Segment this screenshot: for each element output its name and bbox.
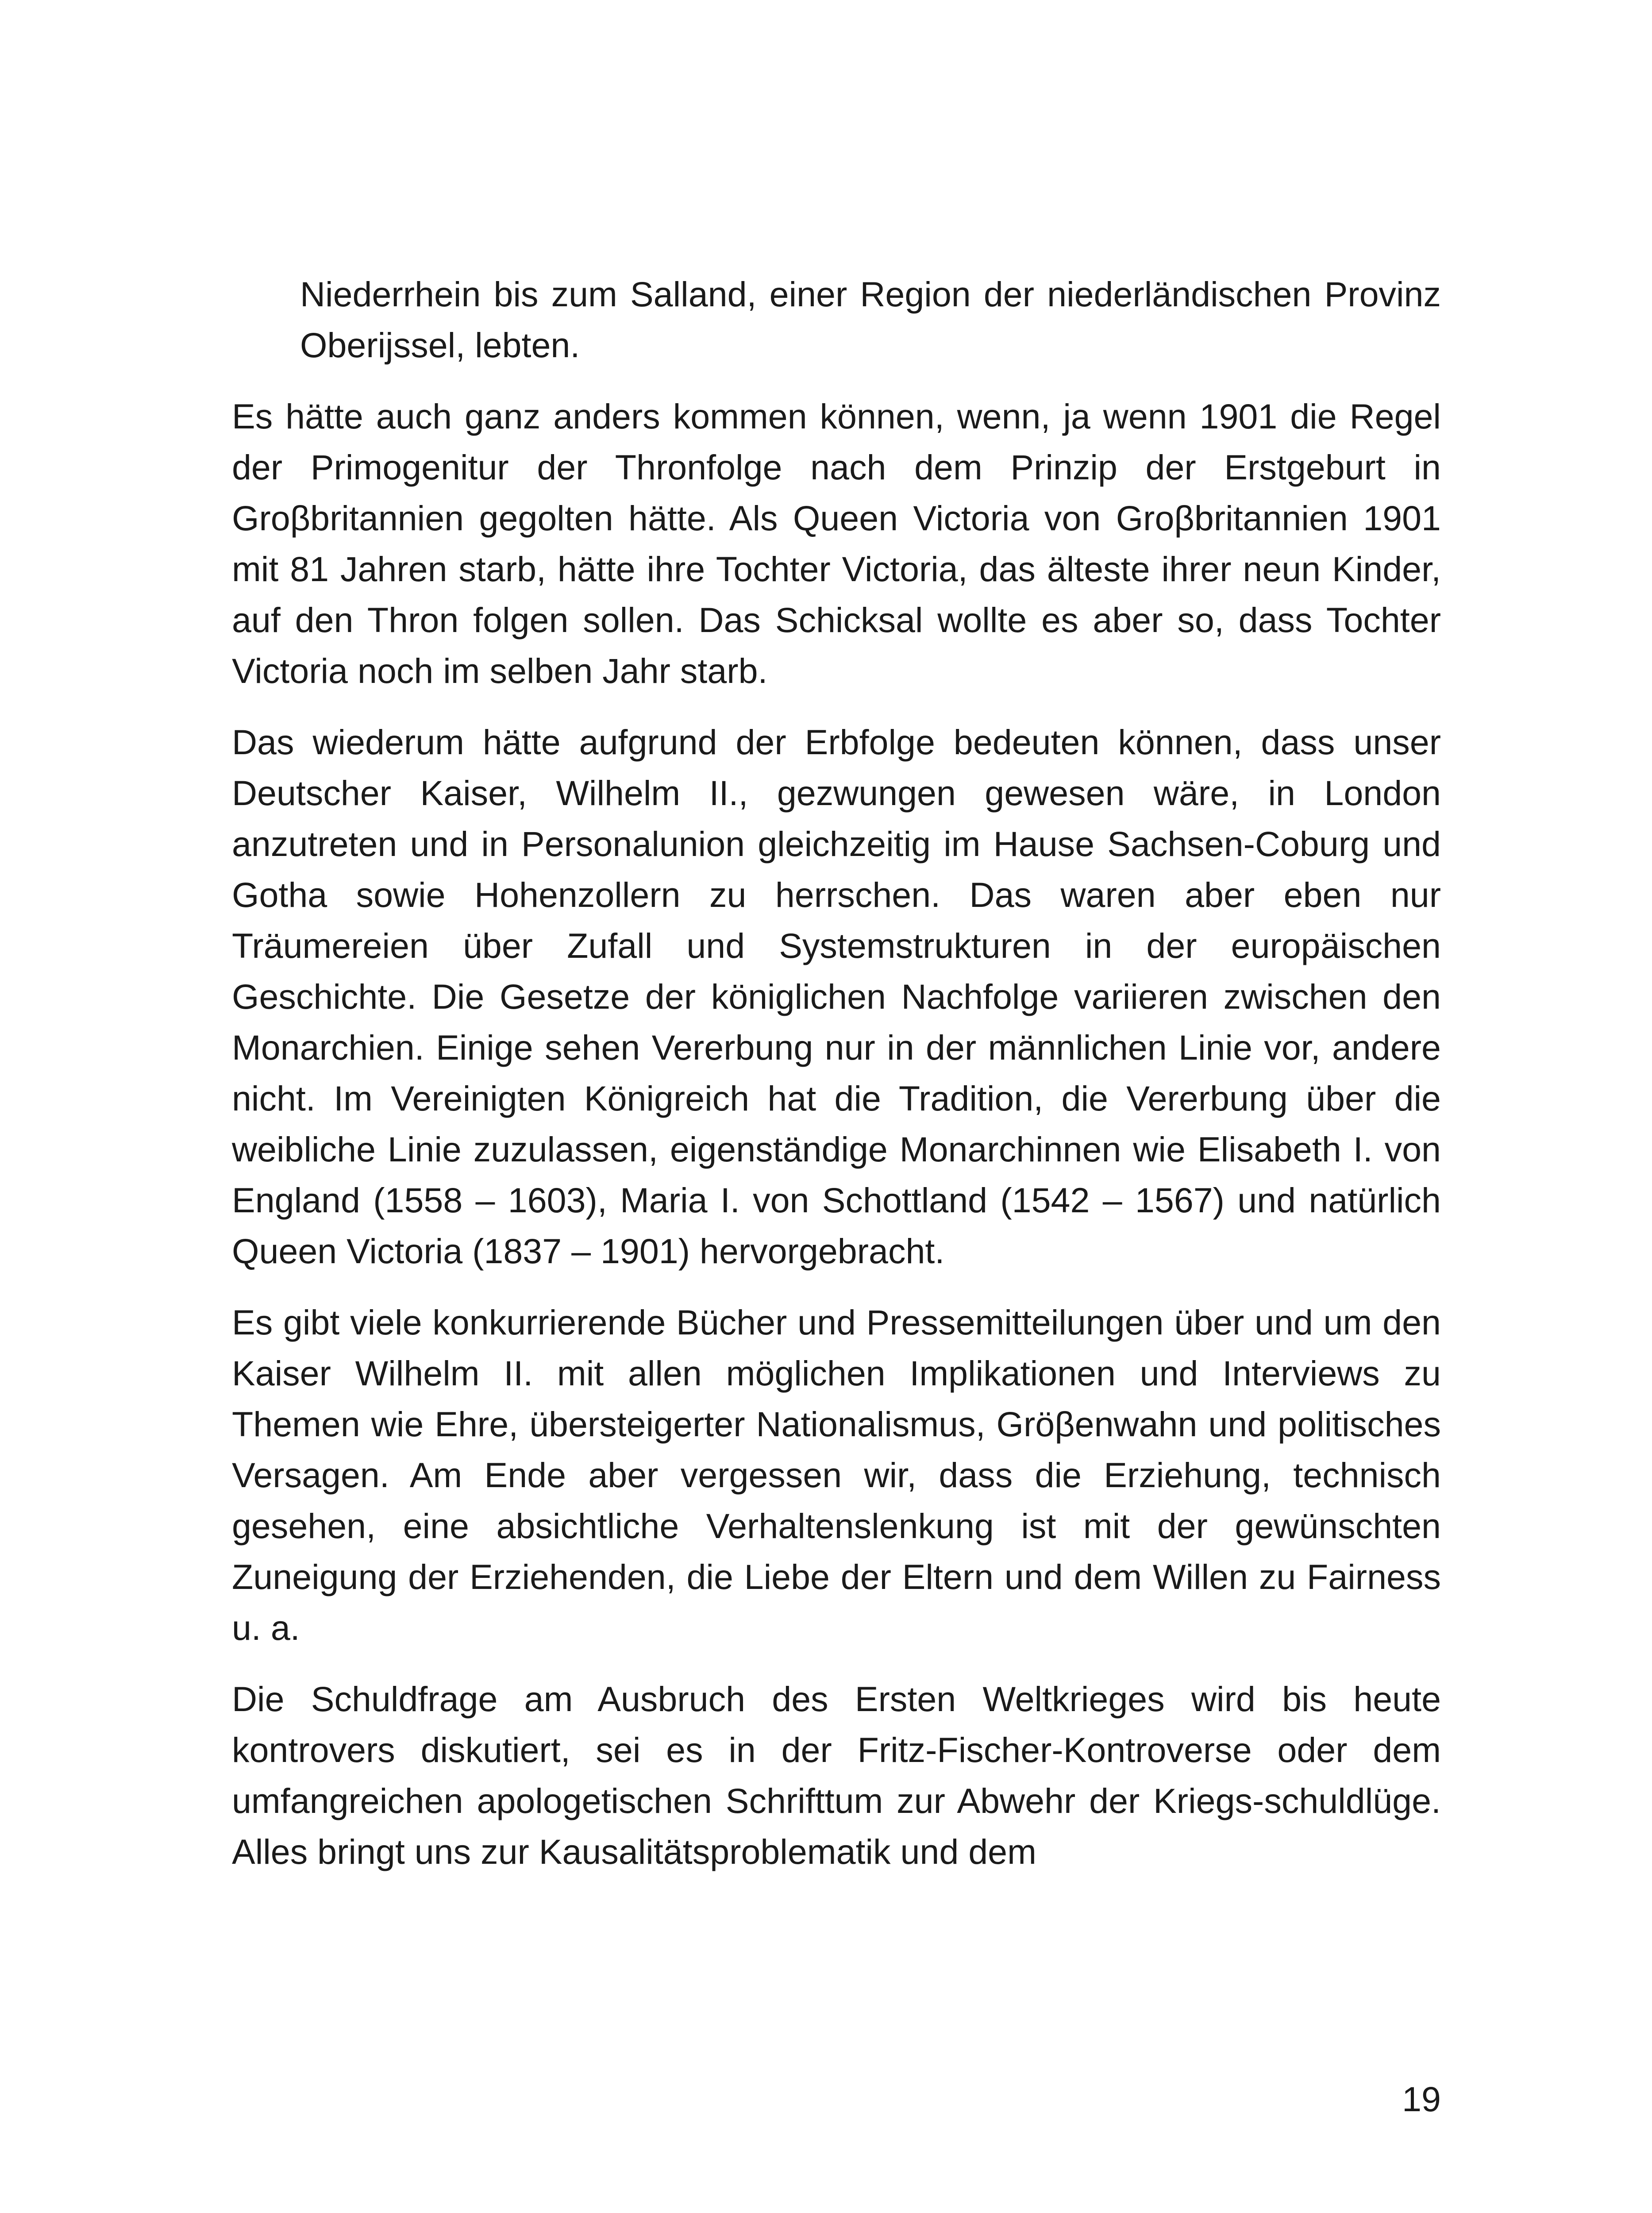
paragraph-schuldfrage: Die Schuldfrage am Ausbruch des Ersten Weltkrieges wird bis heute kontrovers diskutiert, sei es in der Fritz-Fischer-Kontroverse oder dem umfangreichen apologetischen Schrifttum zur Abwehr der Kriegs-schuldlüge. Alles bringt uns zur Kausalitätsproblematik und dem [232,1679,1441,1871]
body-text [232,269,1441,1897]
paragraph-kaiser-wilhelm: Es gibt viele konkurrierende Bücher und Pressemitteilungen über und um den Kaiser Wilhelm II. mit allen möglichen Implikationen und Interviews zu Themen wie Ehre, übersteigerter Nationalismus, Gröβenwahn und politisches Versagen. Am Ende aber vergessen wir, dass die Erziehung, technisch gesehen, eine absichtliche Verhaltenslenkung ist mit der gewünschten Zuneigung der Erziehenden, die Liebe der Eltern und dem Willen zu Fairness u. a. [232,1303,1441,1647]
paragraph-primogeniture: Es hätte auch ganz anders kommen können, wenn, ja wenn 1901 die Regel der Primogenitur der Thronfolge nach dem Prinzip der Erstgeburt in Groβbritannien gegolten hätte. Als Queen Victoria von Groβbritannien 1901 mit 81 Jahren starb, hätte ihre Tochter Victoria, das älteste ihrer neun Kinder, auf den Thron folgen sollen. Das Schicksal wollte es aber so, dass Tochter Victoria noch im selben Jahr starb. [232,397,1441,690]
paragraph-succession: Das wiederum hätte aufgrund der Erbfolge bedeuten können, dass unser Deutscher Kaiser, Wilhelm II., gezwungen gewesen wäre, in London anzutreten und in Personalunion gleichzeitig im Hause Sachsen-Coburg und Gotha sowie Hohenzollern zu herrschen. Das waren aber eben nur Träumereien über Zufall und Systemstrukturen in der europäischen Geschichte. Die Gesetze der königlichen Nachfolge variieren zwischen den Monarchien. Einige sehen Vererbung nur in der männlichen Linie vor, andere nicht. Im Vereinigten Königreich hat die Tradition, die Vererbung über die weibliche Linie zuzulassen, eigenständige Monarchinnen wie Elisabeth I. von England (1558 – 1603), Maria I. von Schottland (1542 – 1567) und natürlich Queen Victoria (1837 – 1901) hervorgebracht. [232,722,1441,1271]
paragraph-continuation: Niederrhein bis zum Salland, einer Region der niederländischen Provinz Oberijssel, lebten. [300,274,1441,365]
page-number: 19 [1402,2079,1441,2119]
